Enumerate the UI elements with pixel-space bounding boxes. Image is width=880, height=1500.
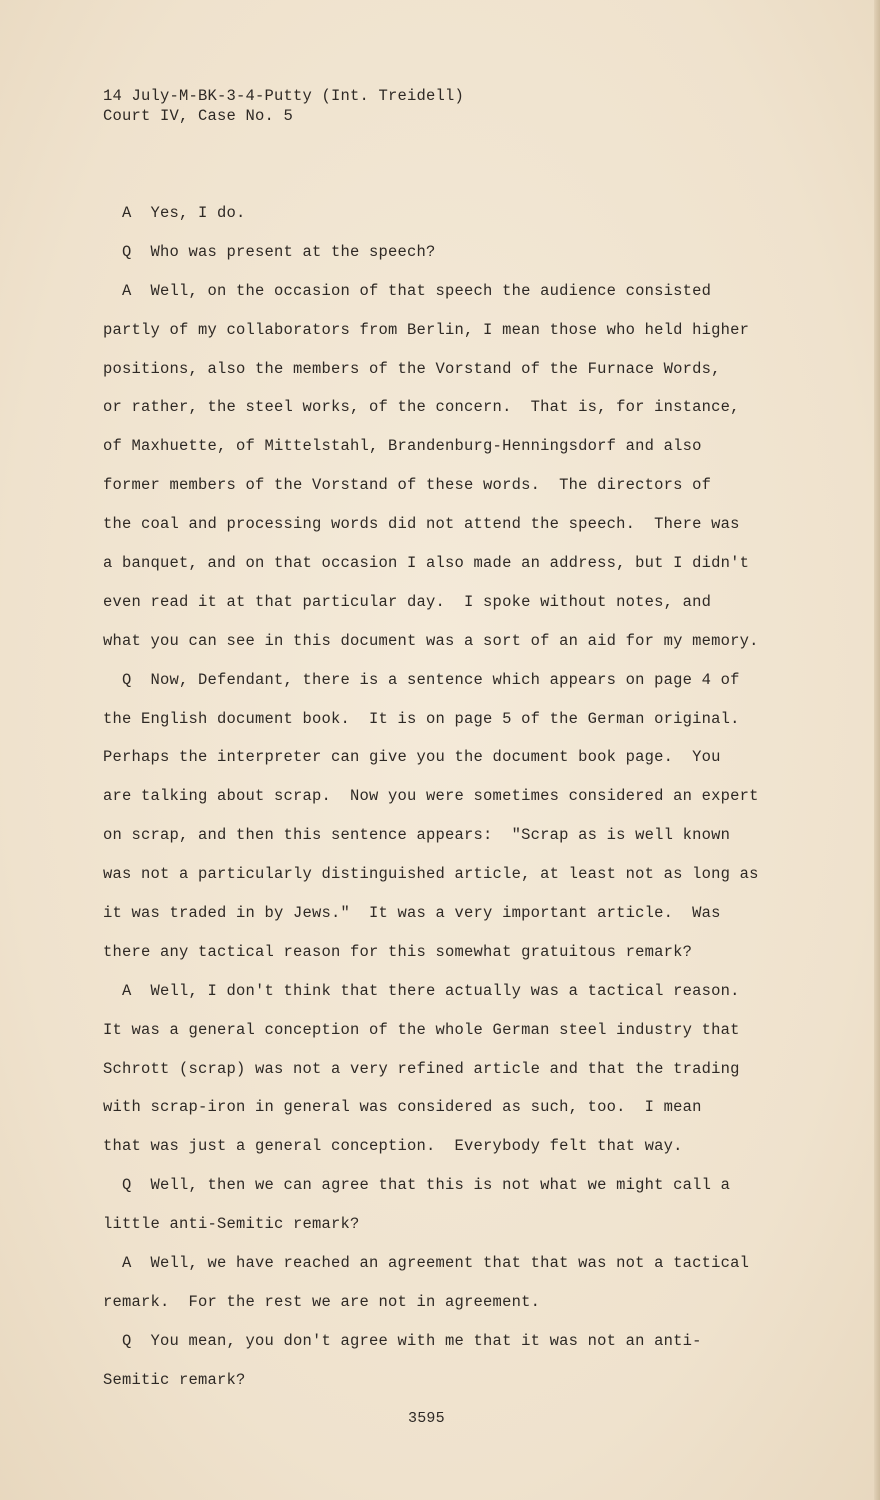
text-line: A Well, we have reached an agreement that that was not a tactical — [103, 1254, 750, 1273]
text-line: the coal and processing words did not attend the speech. There was — [103, 515, 740, 534]
text-line: Q Who was present at the speech? — [103, 242, 436, 261]
text-line: A Well, I don't think that there actually was a tactical reason. — [103, 981, 740, 1000]
transcript-body — [103, 200, 783, 1406]
text-line: little anti-Semitic remark? — [103, 1215, 360, 1234]
text-line: remark. For the rest we are not in agreement. — [103, 1292, 541, 1311]
text-line: Semitic remark? — [103, 1370, 246, 1389]
header-line-1: 14 July-M-BK-3-4-Putty (Int. Treidell) — [103, 87, 465, 105]
text-line: positions, also the members of the Vorstand of the Furnace Words, — [103, 359, 721, 378]
text-line: was not a particularly distinguished article, at least not as long as — [103, 865, 759, 884]
document-header — [103, 86, 464, 126]
text-line: A Well, on the occasion of that speech the audience consisted — [103, 281, 712, 300]
text-line: what you can see in this document was a sort of an aid for my memory. — [103, 631, 759, 650]
text-line: a banquet, and on that occasion I also made an address, but I didn't — [103, 554, 750, 573]
text-line: there any tactical reason for this somewhat gratuitous remark? — [103, 942, 693, 961]
page-edge — [874, 0, 880, 1500]
text-line: Q Now, Defendant, there is a sentence which appears on page 4 of — [103, 670, 740, 689]
text-line: Schrott (scrap) was not a very refined article and that the trading — [103, 1059, 740, 1078]
text-line: partly of my collaborators from Berlin, I mean those who held higher — [103, 320, 750, 339]
page-number: 3595 — [408, 1410, 445, 1427]
text-line: with scrap-iron in general was considered as such, too. I mean — [103, 1098, 702, 1117]
text-line: it was traded in by Jews." It was a very important article. Was — [103, 904, 721, 923]
text-line: Q You mean, you don't agree with me that it was not an anti- — [103, 1331, 702, 1350]
text-line: former members of the Vorstand of these words. The directors of — [103, 476, 712, 495]
text-line: that was just a general conception. Everybody felt that way. — [103, 1137, 683, 1156]
text-line: Q Well, then we can agree that this is not what we might call a — [103, 1176, 731, 1195]
text-line: the English document book. It is on page 5 of the German original. — [103, 709, 740, 728]
text-line: are talking about scrap. Now you were sometimes considered an expert — [103, 787, 759, 806]
text-line: even read it at that particular day. I spoke without notes, and — [103, 592, 712, 611]
text-line: or rather, the steel works, of the concern. That is, for instance, — [103, 398, 740, 417]
text-line: of Maxhuette, of Mittelstahl, Brandenburg-Henningsdorf and also — [103, 437, 702, 456]
text-line: Perhaps the interpreter can give you the document book page. You — [103, 748, 721, 767]
text-line: A Yes, I do. — [103, 204, 246, 222]
text-line: It was a general conception of the whole German steel industry that — [103, 1020, 740, 1039]
text-line: on scrap, and then this sentence appears: "Scrap as is well known — [103, 826, 731, 845]
header-line-2: Court IV, Case No. 5 — [103, 107, 294, 125]
